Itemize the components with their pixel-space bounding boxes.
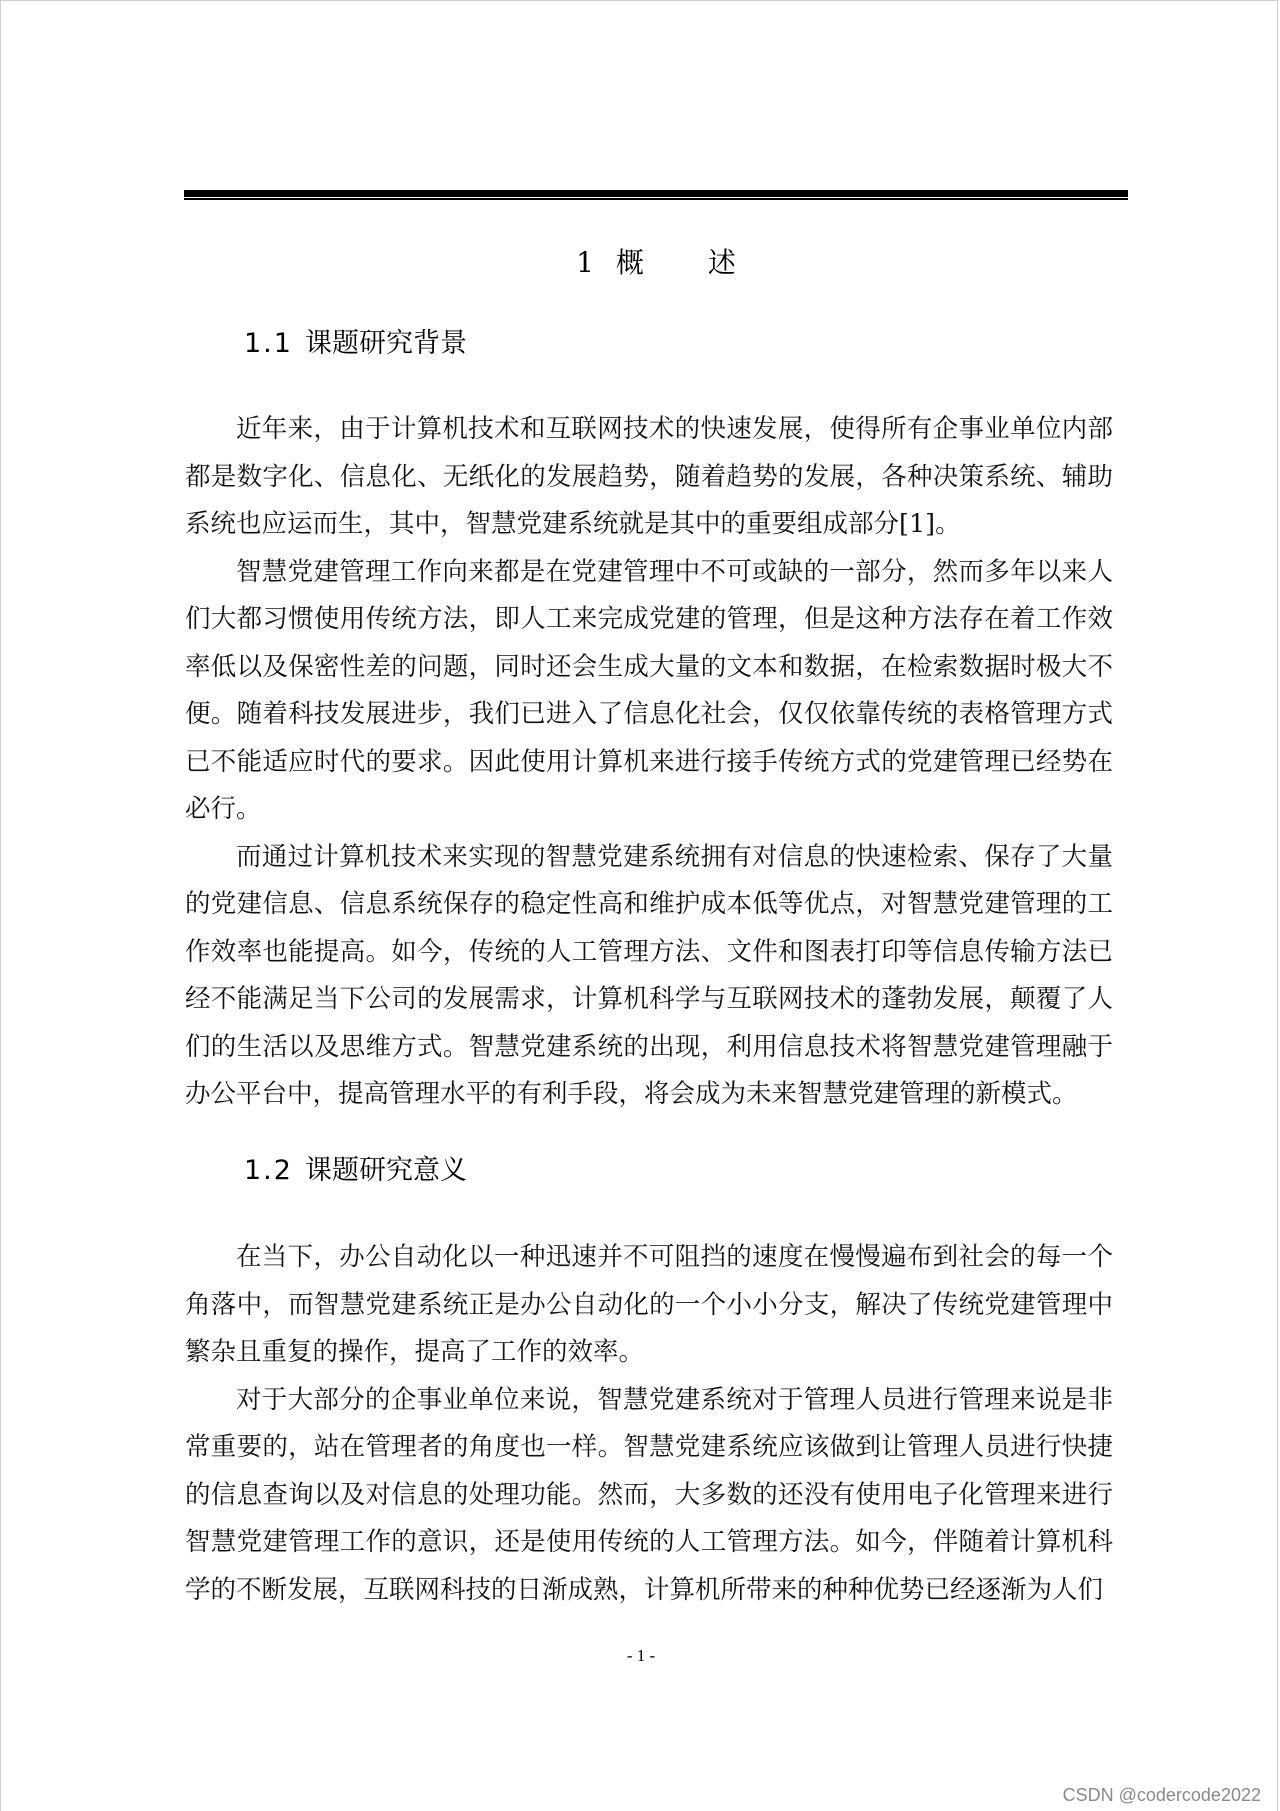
section-body-1-2	[185, 1234, 1113, 1614]
chapter-number: 1	[576, 246, 594, 279]
paragraph: 对于大部分的企事业单位来说，智慧党建系统对于管理人员进行管理来说是非常重要的，站在管理者的角度也一样。智慧党建系统应该做到让管理人员进行快捷的信息查询以及对信息的处理功能。然而，大多数的还没有使用电子化管理来进行智慧党建管理工作的意识，还是使用传统的人工管理方法。如今，伴随着计算机科学的不断发展，互联网科技的日渐成熟，计算机所带来的种种优势已经逐渐为人们	[185, 1384, 1113, 1605]
header-rule-thin	[184, 198, 1128, 200]
section-heading-1-2	[244, 1154, 467, 1188]
paragraph: 智慧党建管理工作向来都是在党建管理中不可或缺的一部分，然而多年以来人们大都习惯使用传统方法，即人工来完成党建的管理，但是这种方法存在着工作效率低以及保密性差的问题，同时还会生成大量的文本和数据，在检索数据时极大不便。随着科技发展进步，我们已进入了信息化社会，仅仅依靠传统的表格管理方式已不能适应时代的要求。因此使用计算机来进行接手传统方式的党建管理已经势在必行。	[185, 556, 1113, 824]
section-number: 1.1	[244, 328, 293, 359]
watermark: CSDN @codercode2022	[1062, 1785, 1261, 1805]
paragraph: 近年来，由于计算机技术和互联网技术的快速发展，使得所有企事业单位内部都是数字化、信息化、无纸化的发展趋势，随着趋势的发展，各种决策系统、辅助系统也应运而生，其中，智慧党建系统就是其中的重要组成部分[1]。	[185, 414, 1113, 539]
chapter-title-char-1: 概	[615, 246, 644, 279]
page-number: - 1 -	[626, 1646, 656, 1665]
chapter-title	[184, 245, 1128, 281]
section-title: 课题研究背景	[304, 328, 467, 359]
section-number: 1.2	[244, 1155, 293, 1186]
section-title: 课题研究意义	[304, 1155, 467, 1186]
paragraph: 在当下，办公自动化以一种迅速并不可阻挡的速度在慢慢遍布到社会的每一个角落中，而智慧党建系统正是办公自动化的一个小小分支，解决了传统党建管理中繁杂且重复的操作，提高了工作的效率。	[185, 1242, 1113, 1367]
section-body-1-1	[185, 406, 1113, 1119]
chapter-title-char-2: 述	[707, 246, 736, 279]
section-heading-1-1	[244, 327, 467, 361]
paragraph: 而通过计算机技术来实现的智慧党建系统拥有对信息的快速检索、保存了大量的党建信息、信息系统保存的稳定性高和维护成本低等优点，对智慧党建管理的工作效率也能提高。如今，传统的人工管理方法、文件和图表打印等信息传输方法已经不能满足当下公司的发展需求，计算机科学与互联网技术的蓬勃发展，颠覆了人们的生活以及思维方式。智慧党建系统的出现，利用信息技术将智慧党建管理融于办公平台中，提高管理水平的有利手段，将会成为未来智慧党建管理的新模式。	[185, 841, 1113, 1109]
header-rule-thick	[184, 190, 1128, 197]
